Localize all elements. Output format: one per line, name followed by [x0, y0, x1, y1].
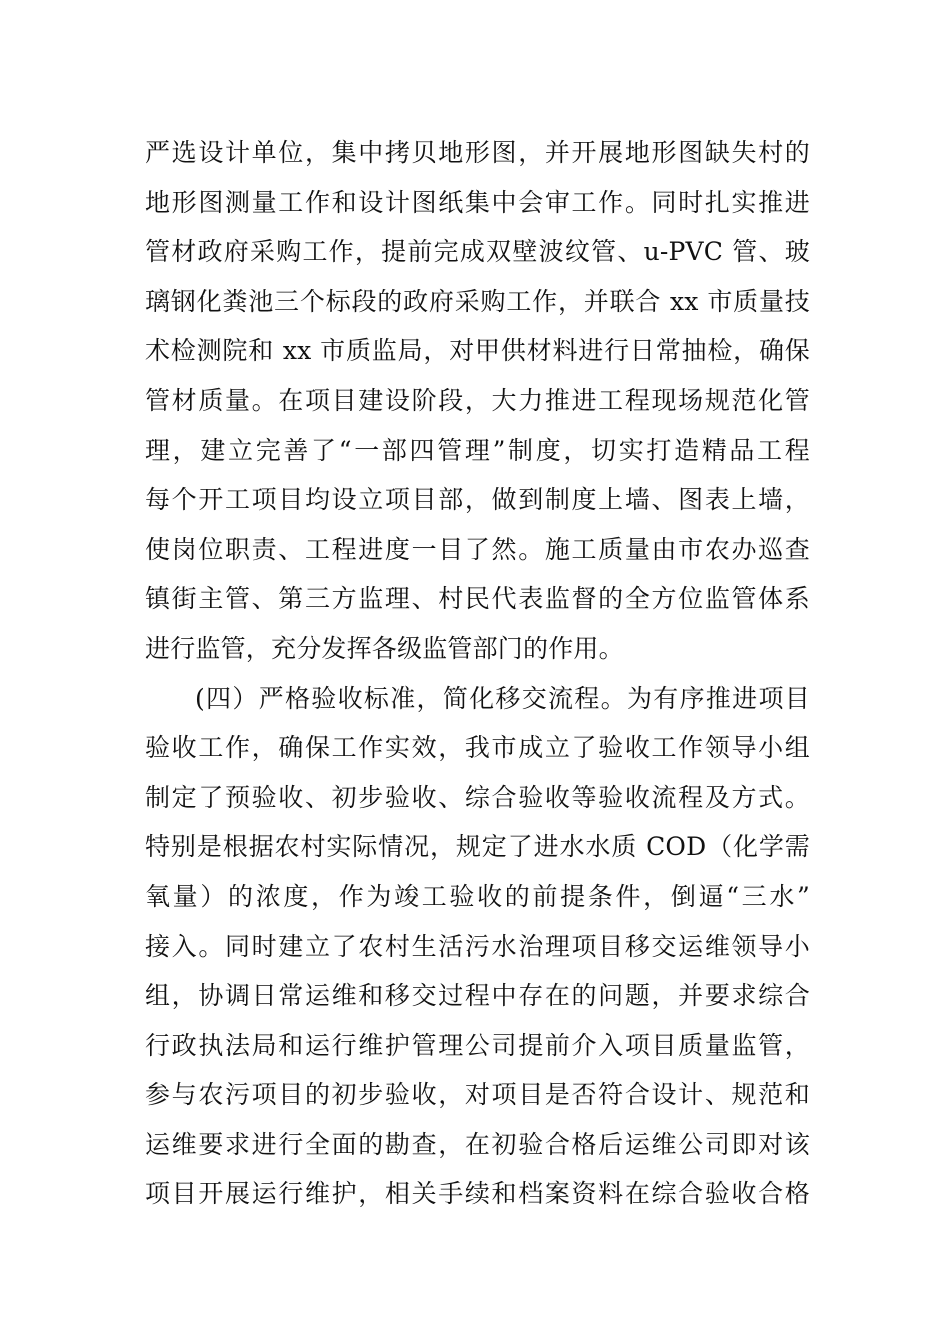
- text-line: 组，协调日常运维和移交过程中存在的问题，并要求综合: [145, 981, 810, 1011]
- text-line: 接入。同时建立了农村生活污水治理项目移交运维领导小: [145, 931, 810, 961]
- text-line: 项目开展运行维护，相关手续和档案资料在综合验收合格: [145, 1179, 810, 1209]
- text-line: 运维要求进行全面的勘查，在初验合格后运维公司即对该: [145, 1129, 810, 1159]
- text-line: 镇街主管、第三方监理、村民代表监督的全方位监管体系: [145, 584, 810, 614]
- text-line: 每个开工项目均设立项目部，做到制度上墙、图表上墙，: [145, 485, 810, 515]
- text-line: 理，建立完善了“一部四管理”制度，切实打造精品工程: [145, 435, 810, 465]
- text-line: 管材质量。在项目建设阶段，大力推进工程现场规范化管: [145, 385, 810, 415]
- text-line: 参与农污项目的初步验收，对项目是否符合设计、规范和: [145, 1080, 810, 1110]
- body-text: [145, 128, 810, 1219]
- text-line: 氧量）的浓度，作为竣工验收的前提条件，倒逼“三水”: [145, 881, 810, 911]
- text-line: 行政执法局和运行维护管理公司提前介入项目质量监管，: [145, 1030, 810, 1060]
- text-line: 使岗位职责、工程进度一目了然。施工质量由市农办巡查: [145, 534, 810, 564]
- text-line: 验收工作，确保工作实效，我市成立了验收工作领导小组: [145, 733, 810, 763]
- text-line: 璃钢化粪池三个标段的政府采购工作，并联合 xx 市质量技: [145, 286, 810, 316]
- text-line: 制定了预验收、初步验收、综合验收等验收流程及方式。: [145, 782, 810, 812]
- text-line: 术检测院和 xx 市质监局，对甲供材料进行日常抽检，确保: [145, 336, 810, 366]
- paragraph-end-line: 进行监管，充分发挥各级监管部门的作用。: [145, 633, 624, 663]
- text-line: 严选设计单位，集中拷贝地形图，并开展地形图缺失村的: [145, 138, 810, 167]
- text-line: 地形图测量工作和设计图纸集中会审工作。同时扎实推进: [145, 187, 810, 217]
- text-line: 特别是根据农村实际情况，规定了进水水质 COD（化学需: [145, 832, 810, 862]
- section-heading-line: (四）严格验收标准，简化移交流程。为有序推进项目: [195, 683, 810, 713]
- text-line: 管材政府采购工作，提前完成双壁波纹管、u-PVC 管、玻: [145, 237, 810, 267]
